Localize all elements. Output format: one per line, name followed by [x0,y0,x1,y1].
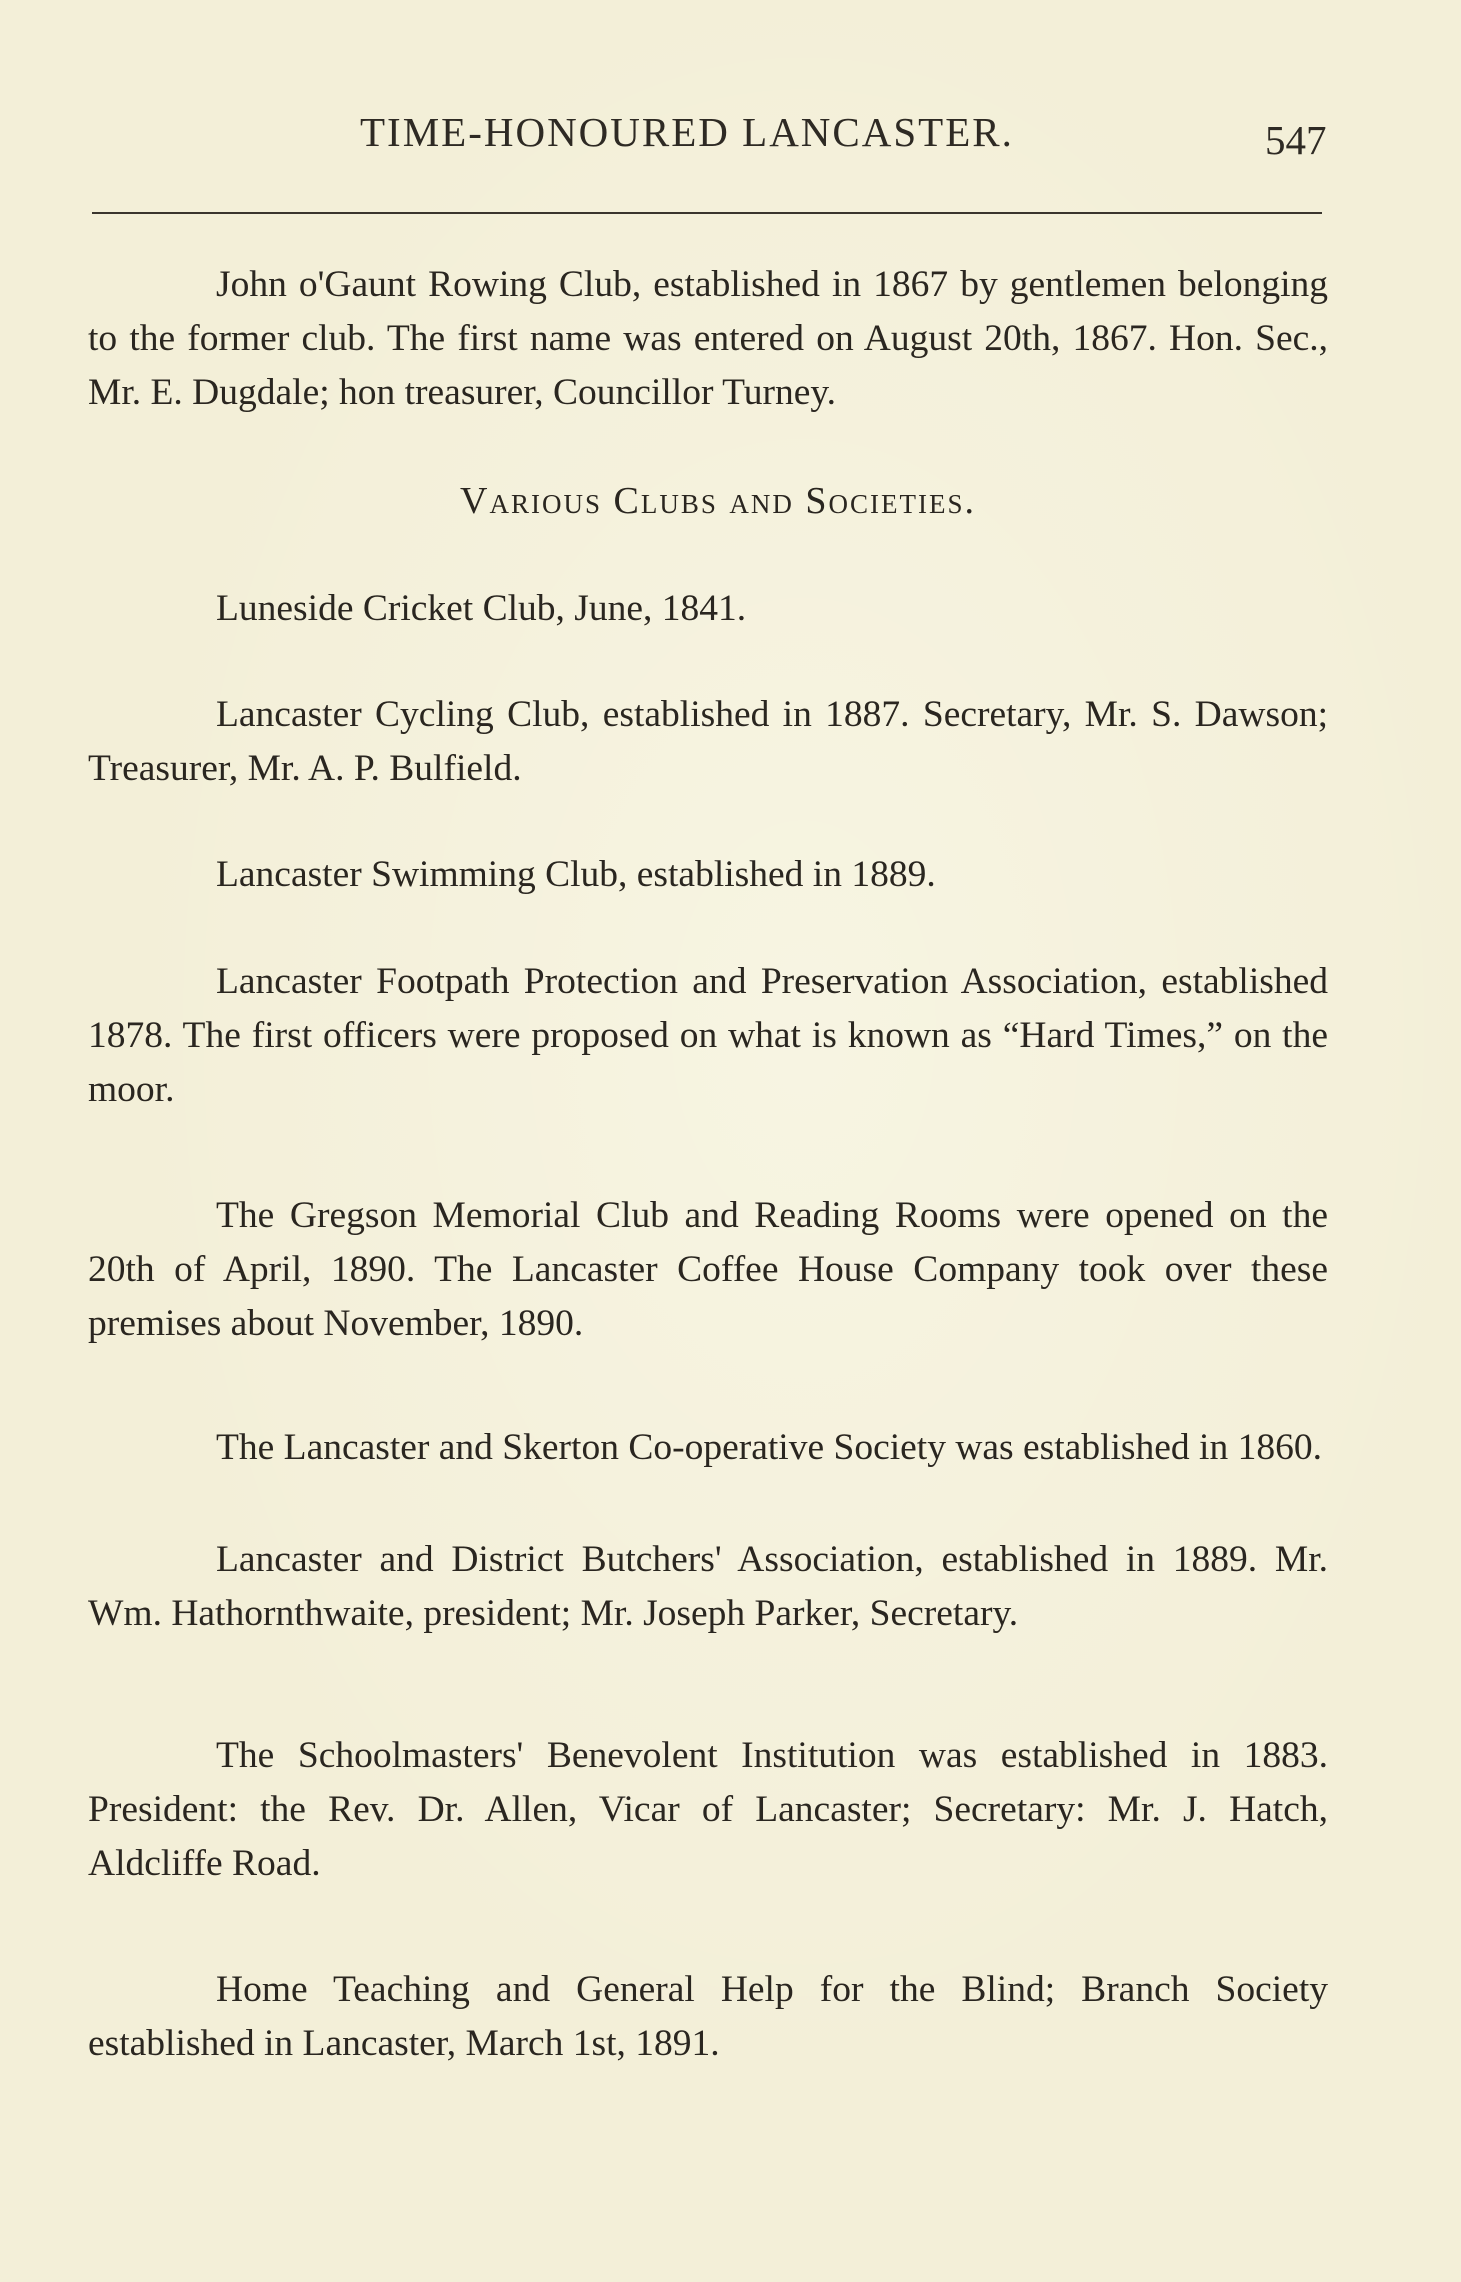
paragraph-footpath-association: Lancaster Footpath Protection and Preservation Association, established 1878. The first officers were proposed on what is known as “Hard Times,” on the moor. [88,961,1328,1110]
running-head: TIME-HONOURED LANCASTER. [360,109,1014,155]
paragraph-luneside-cricket: Luneside Cricket Club, June, 1841. [216,588,747,629]
body-text [88,258,1328,2071]
section-heading: Various Clubs and Societies. [460,480,976,522]
paragraph-gregson-club: The Gregson Memorial Club and Reading Rooms were opened on the 20th of April, 1890. The Lancaster Coffee House Company took over these premises about November, 1890. [88,1195,1328,1344]
paragraph-schoolmasters-institution: The Schoolmasters' Benevolent Institution was established in 1883. President: the Rev. Dr. Allen, Vicar of Lancaster; Secretary: Mr. J. Hatch, Aldcliffe Road. [88,1735,1328,1884]
page-number: 547 [1265,117,1327,163]
paragraph-cooperative-society: The Lancaster and Skerton Co-operative Society was established in 1860. [216,1427,1322,1468]
paragraph-blind-society: Home Teaching and General Help for the Blind; Branch Society established in Lancaster, March 1st, 1891. [88,1969,1328,2064]
paragraph-cycling-club: Lancaster Cycling Club, established in 1887. Secretary, Mr. S. Dawson; Treasurer, Mr. A. P. Bulfield. [88,694,1328,789]
paragraph-butchers-association: Lancaster and District Butchers' Association, established in 1889. Mr. Wm. Hathornthwaite, president; Mr. Joseph Parker, Secretary. [88,1539,1328,1634]
paragraph-rowing-club: John o'Gaunt Rowing Club, established in 1867 by gentlemen belonging to the former club. The first name was entered on August 20th, 1867. Hon. Sec., Mr. E. Dugdale; hon treasurer, Councillor Turney. [88,264,1328,413]
header-rule [92,212,1322,214]
paragraph-swimming-club: Lancaster Swimming Club, established in 1889. [216,854,936,895]
